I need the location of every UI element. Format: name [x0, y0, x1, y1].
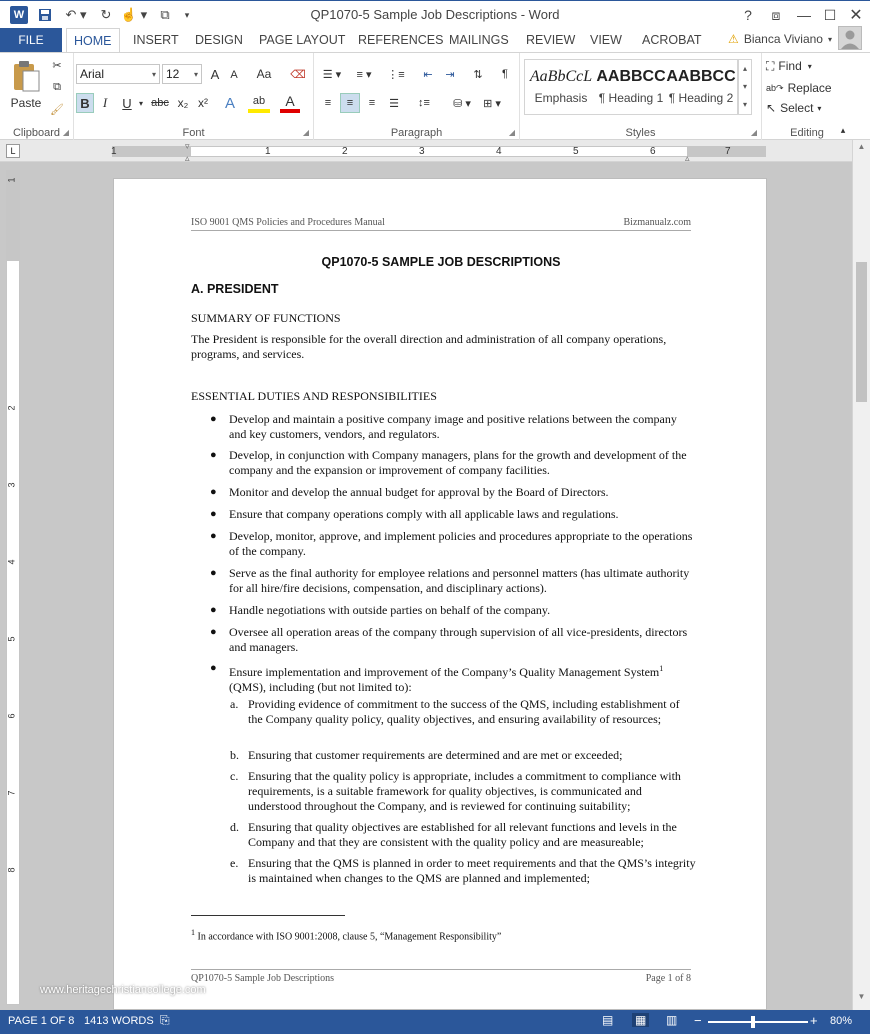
- cursor-icon: ↖: [766, 101, 777, 115]
- zoom-out-icon[interactable]: −: [694, 1013, 702, 1028]
- footer-left: QP1070-5 Sample Job Descriptions: [191, 973, 335, 984]
- footnote-text: In accordance with ISO 9001:2008, clause 5, “Management Responsibility”: [195, 931, 502, 943]
- ruler-number: 5: [573, 146, 579, 157]
- tab-page-layout[interactable]: PAGE LAYOUT: [259, 33, 346, 47]
- duty-item: Develop, monitor, approve, and implement policies and procedures appropriate to the operations of the company.: [229, 529, 693, 558]
- duty-item: Ensure that company operations comply with all applicable laws and regulations.: [229, 507, 619, 521]
- redo-icon[interactable]: ↻: [100, 7, 112, 22]
- duty-item: Oversee all operation areas of the company through supervision of all vice-presidents, directors and managers.: [229, 625, 688, 654]
- change-case-button[interactable]: Aa: [256, 67, 272, 81]
- vertical-ruler-top-margin: [7, 171, 19, 261]
- sub-item-text: Ensuring that the quality policy is appropriate, includes a commitment to compliance with requirements, is a suitable framework for quality objectives, is communicated and understood throughout the Company, and is reviewed for continuing suitability;: [248, 769, 681, 813]
- superscript-button[interactable]: x²: [198, 96, 208, 110]
- scroll-up-icon[interactable]: ▲: [857, 142, 866, 151]
- zoom-slider[interactable]: [708, 1021, 808, 1023]
- replace-icon: ab↷: [766, 82, 784, 93]
- help-button[interactable]: ?: [744, 7, 752, 23]
- user-account[interactable]: [728, 32, 832, 46]
- ruler-track[interactable]: [111, 141, 766, 163]
- ruler-number: 4: [496, 146, 502, 157]
- document-page[interactable]: [113, 178, 767, 1010]
- replace-button[interactable]: [766, 79, 846, 97]
- styles-label: Styles: [625, 127, 656, 139]
- tab-references[interactable]: REFERENCES: [358, 33, 444, 47]
- cut-icon[interactable]: ✂: [52, 59, 62, 72]
- duty-item: Develop, in conjunction with Company managers, plans for the growth and development of the company and the expansion or improvement of company facilities.: [229, 448, 687, 477]
- shading-icon[interactable]: ⛁ ▾: [453, 97, 471, 110]
- find-button[interactable]: [766, 57, 836, 75]
- zoom-level[interactable]: 80%: [830, 1015, 853, 1027]
- scrollbar-thumb[interactable]: [856, 262, 867, 402]
- paste-icon[interactable]: [8, 57, 44, 95]
- collapse-ribbon-icon[interactable]: ▴: [840, 124, 846, 135]
- page-footer: [191, 969, 691, 984]
- align-right-icon[interactable]: ≡: [368, 97, 376, 109]
- duties-heading: ESSENTIAL DUTIES AND RESPONSIBILITIES: [191, 389, 437, 403]
- underline-button[interactable]: U: [122, 95, 132, 111]
- show-formatting-icon[interactable]: ¶: [502, 68, 508, 80]
- page-count[interactable]: PAGE 1 OF 8: [8, 1015, 75, 1027]
- header-left: ISO 9001 QMS Policies and Procedures Manual: [191, 217, 385, 228]
- vruler-number: 5: [6, 636, 17, 642]
- style-heading-1[interactable]: [596, 63, 666, 113]
- duty-item: Serve as the final authority for employee relations and personnel matters (has ultimate authority for all hire/fire decisions, compensation, and disciplinary actions).: [229, 566, 690, 595]
- styles-scroll[interactable]: ▴ ▾ ▾: [738, 59, 752, 115]
- bullet-icon: ●: [210, 449, 217, 461]
- touch-mode-icon[interactable]: ☝ ▾: [120, 7, 148, 22]
- header-right: Bizmanualz.com: [623, 217, 691, 228]
- text-effects-button[interactable]: A: [224, 94, 235, 112]
- underline-dropdown-icon[interactable]: ▾: [138, 98, 143, 108]
- vruler-number: 7: [6, 790, 17, 796]
- justify-icon[interactable]: ☰: [389, 97, 399, 110]
- font-label: Font: [182, 127, 205, 139]
- bullets-icon[interactable]: ☰ ▾: [322, 68, 342, 81]
- tab-review[interactable]: REVIEW: [526, 33, 576, 47]
- proofing-icon[interactable]: ⎘: [160, 1013, 170, 1027]
- grow-font-button[interactable]: A: [210, 66, 220, 82]
- bullet-icon: ●: [210, 530, 217, 542]
- tab-view[interactable]: VIEW: [590, 33, 622, 47]
- font-size-value: 12: [166, 67, 180, 81]
- first-line-indent-marker[interactable]: ▿: [185, 141, 190, 151]
- zoom-slider-thumb[interactable]: [751, 1016, 755, 1028]
- select-label: Select: [780, 101, 814, 115]
- copy-icon[interactable]: ⧉: [53, 80, 61, 93]
- chevron-down-icon: ▾: [827, 34, 832, 44]
- tab-file[interactable]: FILE: [0, 28, 62, 52]
- summary-heading: SUMMARY OF FUNCTIONS: [191, 311, 341, 325]
- clear-formatting-icon[interactable]: ⌫: [290, 68, 306, 81]
- select-button[interactable]: [766, 99, 846, 117]
- footer-right: Page 1 of 8: [645, 973, 691, 984]
- tab-acrobat[interactable]: ACROBAT: [642, 33, 702, 47]
- title-bar: [0, 0, 870, 28]
- vruler-number: 8: [6, 867, 17, 873]
- watermark-text: www.heritagechristiancollege.com: [40, 984, 206, 996]
- font-group: [74, 53, 314, 141]
- section-heading: A. PRESIDENT: [191, 282, 279, 296]
- footnote-separator: [191, 915, 345, 916]
- sub-item-letter: b.: [230, 748, 239, 762]
- maximize-button[interactable]: ☐: [823, 6, 837, 23]
- font-family-value: Arial: [80, 67, 105, 81]
- footnote-ref[interactable]: 1: [659, 664, 664, 673]
- tab-mailings[interactable]: MAILINGS: [449, 33, 509, 47]
- vruler-number: 2: [6, 405, 17, 411]
- read-mode-icon[interactable]: ▤: [602, 1013, 614, 1027]
- italic-button[interactable]: I: [102, 95, 108, 110]
- ruler-number: 7: [725, 146, 731, 157]
- sub-item-text: Providing evidence of commitment to the success of the QMS, including establishment of the Company quality policy, quality objectives, and ensuring availability of resources;: [248, 697, 680, 726]
- subscript-button[interactable]: x₂: [177, 96, 189, 110]
- close-button[interactable]: ✕: [849, 7, 863, 24]
- sub-item-text: Ensuring that quality objectives are established for all relevant functions and levels in the Company and that they are consistent with the quality policy and are measureable;: [248, 820, 677, 849]
- shrink-font-button[interactable]: A: [230, 69, 238, 81]
- format-painter-icon[interactable]: 🖌: [50, 103, 64, 116]
- duty-item: Handle negotiations with outside parties on behalf of the company.: [229, 603, 551, 617]
- right-indent-marker[interactable]: ▵: [685, 153, 690, 163]
- vruler-number: 4: [6, 559, 17, 565]
- increase-indent-icon[interactable]: ⇥: [445, 68, 455, 81]
- style-preview: AABBCC: [596, 68, 666, 85]
- bullet-icon: ●: [210, 413, 217, 425]
- document-title: QP1070-5 SAMPLE JOB DESCRIPTIONS: [321, 255, 561, 269]
- tab-insert[interactable]: INSERT: [133, 33, 179, 47]
- bullet-icon: ●: [210, 486, 217, 498]
- vruler-number: 3: [6, 482, 17, 488]
- editing-group: [762, 53, 852, 141]
- web-layout-icon[interactable]: ▥: [666, 1013, 678, 1027]
- avatar[interactable]: [838, 26, 862, 50]
- customize-quick-access-icon[interactable]: ▾: [184, 9, 190, 20]
- print-layout-icon[interactable]: ▦: [632, 1013, 649, 1027]
- left-indent-marker[interactable]: ▵: [185, 153, 190, 163]
- bullet-icon: ●: [210, 508, 217, 520]
- scroll-down-icon[interactable]: ▼: [857, 992, 866, 1001]
- clipboard-label: Clipboard: [12, 127, 61, 139]
- sub-item-letter: d.: [230, 820, 239, 834]
- ribbon-display-icon[interactable]: ⧈: [771, 6, 781, 23]
- ruler-number: 1: [265, 146, 271, 157]
- style-emphasis[interactable]: [526, 63, 596, 113]
- strikethrough-button[interactable]: abc: [151, 97, 169, 109]
- quick-access-icon[interactable]: ⧉: [160, 7, 170, 22]
- paste-button[interactable]: Paste: [10, 96, 42, 110]
- styles-group: [520, 53, 762, 141]
- vertical-ruler[interactable]: [6, 170, 20, 1005]
- undo-icon[interactable]: ↶ ▾: [65, 7, 87, 22]
- ruler-number: 3: [419, 146, 425, 157]
- style-name: Emphasis: [534, 91, 588, 105]
- word-logo-icon[interactable]: W: [10, 6, 28, 24]
- sub-item-letter: e.: [230, 856, 239, 870]
- ruler-number: 2: [342, 146, 348, 157]
- qms-text-b: (QMS), including (but not limited to):: [229, 680, 412, 694]
- bullet-icon: ●: [210, 626, 217, 638]
- sub-item-letter: a.: [230, 697, 239, 711]
- clipboard-group: [0, 53, 74, 141]
- word-count[interactable]: 1413 WORDS: [84, 1015, 154, 1027]
- duty-item-qms: [229, 661, 694, 695]
- style-heading-2[interactable]: [666, 63, 736, 113]
- align-center-icon[interactable]: ≡: [340, 93, 360, 113]
- clipboard-launcher-icon[interactable]: ◢: [62, 128, 69, 137]
- duty-item: Monitor and develop the annual budget for approval by the Board of Directors.: [229, 485, 609, 499]
- page-header: [191, 215, 691, 231]
- font-size-combo[interactable]: 12 ▾: [162, 64, 202, 84]
- vruler-number: 1: [6, 177, 17, 183]
- align-left-icon[interactable]: ≡: [324, 97, 332, 109]
- paragraph-launcher-icon[interactable]: ◢: [508, 128, 515, 137]
- font-family-combo[interactable]: Arial ▾: [76, 64, 160, 84]
- warning-icon: ⚠: [728, 32, 739, 46]
- paragraph-group: [314, 53, 520, 141]
- chevron-down-icon: ▾: [807, 61, 812, 71]
- vertical-scrollbar[interactable]: [852, 140, 870, 1010]
- footnote-number: 1: [191, 928, 195, 937]
- editing-label: Editing: [790, 127, 824, 139]
- paragraph-label: Paragraph: [390, 127, 443, 139]
- chevron-down-icon: ▾: [817, 103, 822, 113]
- qms-text-a: Ensure implementation and improvement of the Company’s Quality Management System: [229, 665, 660, 679]
- bullet-icon: ●: [210, 662, 217, 674]
- zoom-in-icon[interactable]: +: [810, 1013, 818, 1028]
- style-preview: AaBbCcL: [529, 68, 593, 85]
- line-spacing-icon[interactable]: ↕≡: [418, 97, 430, 109]
- sort-icon[interactable]: ⇅: [473, 68, 483, 81]
- summary-text: The President is responsible for the overall direction and administration of all company operations, programs, and services.: [191, 332, 667, 361]
- ribbon: [0, 52, 870, 140]
- find-label: Find: [778, 59, 802, 73]
- binoculars-icon: ⛶: [766, 58, 775, 73]
- footnote: [191, 928, 501, 942]
- vruler-number: 6: [6, 713, 17, 719]
- tab-selector-icon[interactable]: L: [6, 144, 20, 158]
- decrease-indent-icon[interactable]: ⇤: [423, 68, 433, 81]
- tab-home[interactable]: HOME: [66, 28, 120, 52]
- horizontal-ruler[interactable]: [0, 140, 870, 162]
- multilevel-list-icon[interactable]: ⋮≡: [387, 68, 405, 81]
- tab-design[interactable]: DESIGN: [195, 33, 243, 47]
- highlight-button[interactable]: ab: [248, 93, 270, 113]
- ruler-left-margin: [113, 147, 191, 156]
- user-name: Bianca Viviano: [743, 32, 823, 46]
- sub-item-text: Ensuring that the QMS is planned in order to meet requirements and that the QMS’s integrity is maintained when changes to the QMS are planned and implemented;: [248, 856, 696, 885]
- font-color-button[interactable]: A: [280, 93, 300, 113]
- sub-item-letter: c.: [230, 769, 239, 783]
- styles-launcher-icon[interactable]: ◢: [750, 128, 757, 137]
- duty-item: Develop and maintain a positive company image and positive relations between the company and key customers, vendors, and regulators.: [229, 412, 677, 441]
- borders-icon[interactable]: ⊞ ▾: [483, 97, 501, 110]
- style-name: ¶ Heading 2: [668, 91, 734, 105]
- style-name: ¶ Heading 1: [598, 91, 664, 105]
- minimize-button[interactable]: —: [797, 7, 811, 23]
- sub-item-text: Ensuring that customer requirements are determined and are met or exceeded;: [248, 748, 623, 762]
- window-title: QP1070-5 Sample Job Descriptions - Word: [310, 7, 560, 22]
- replace-label: Replace: [787, 81, 832, 95]
- numbering-icon[interactable]: ≡ ▾: [356, 68, 372, 81]
- style-preview: AABBCC: [666, 68, 736, 85]
- ruler-number: 6: [650, 146, 656, 157]
- font-launcher-icon[interactable]: ◢: [302, 128, 309, 137]
- status-bar: [0, 1010, 870, 1034]
- bullet-icon: ●: [210, 567, 217, 579]
- ruler-number: 1: [111, 146, 117, 157]
- ribbon-tabs: [0, 28, 870, 52]
- bullet-icon: ●: [210, 604, 217, 616]
- bold-button[interactable]: B: [76, 93, 94, 113]
